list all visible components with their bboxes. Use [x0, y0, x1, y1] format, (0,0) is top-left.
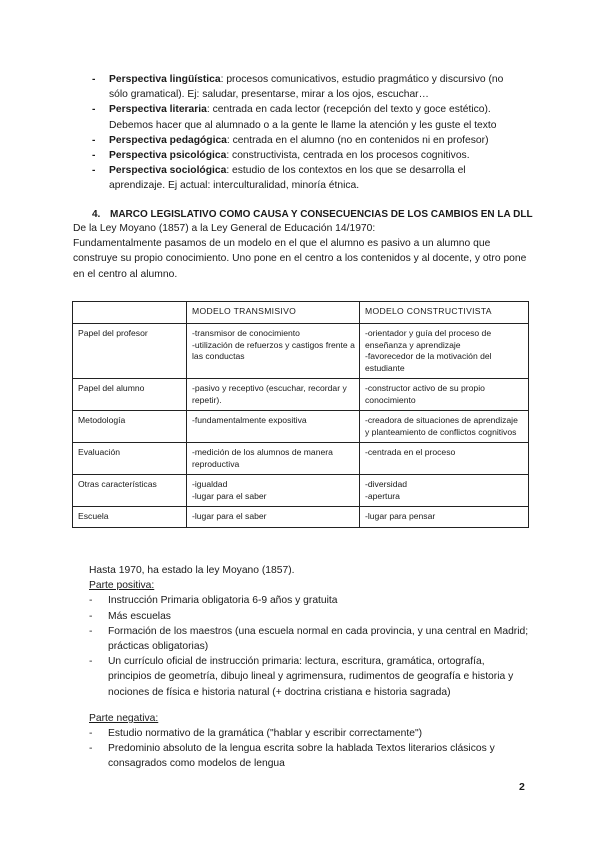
- positive-title: Parte positiva:: [89, 580, 155, 592]
- bullet-dash: -: [92, 74, 96, 85]
- list-item: [89, 609, 529, 624]
- models-table: [72, 301, 529, 528]
- bullet-dash: -: [92, 165, 96, 177]
- term: Perspectiva sociológica: [109, 165, 227, 177]
- table-row: [73, 324, 529, 379]
- spacer: [89, 700, 529, 711]
- item-text: Instrucción Primaria obligatoria 6-9 años y gratuita: [108, 595, 338, 607]
- transmisivo-cell: [187, 475, 360, 507]
- cell-text: -transmisor de conocimiento: [192, 328, 300, 338]
- list-item: [89, 593, 529, 608]
- constructivista-cell: [360, 475, 529, 507]
- paragraph: Hasta 1970, ha estado la ley Moyano (1857).: [89, 565, 295, 576]
- item-text: Formación de los maestros (una escuela normal en cada provincia, y una central en Madrid; prácticas obligatorias): [108, 625, 529, 653]
- transmisivo-cell: [187, 507, 360, 528]
- list-item: [89, 741, 529, 771]
- bullet-dash: -: [89, 625, 93, 637]
- transmisivo-cell: [187, 411, 360, 443]
- cell-text: -favorecedor de la motivación del estudiante: [365, 351, 492, 373]
- constructivista-cell: [360, 443, 529, 475]
- bullet-dash: -: [89, 610, 93, 622]
- cell-text: -fundamentalmente expositiva: [192, 415, 307, 425]
- cell-text: -diversidad: [365, 479, 408, 489]
- page-number: 2: [519, 781, 525, 793]
- bullet-dash: -: [89, 656, 93, 668]
- row-label: Escuela: [73, 507, 187, 528]
- list-item: [92, 163, 520, 193]
- description: : estudio de los contextos en los que se desarrolla el aprendizaje. Ej actual: interculturalidad, minoría étnica.: [109, 165, 466, 192]
- cell-text: -creadora de situaciones de aprendizaje y planteamiento de conflictos cognitivos: [365, 415, 518, 437]
- cell-text: -apertura: [365, 490, 400, 501]
- table-row: [73, 379, 529, 411]
- row-label: Metodología: [73, 411, 187, 443]
- list-item: [92, 72, 520, 102]
- row-label: Otras características: [73, 475, 187, 507]
- header-cell: [73, 302, 187, 324]
- cell-text: -igualdad: [192, 479, 228, 489]
- perspectives-list: [92, 72, 520, 194]
- transmisivo-cell: [187, 443, 360, 475]
- transmisivo-cell: [187, 379, 360, 411]
- list-item: [92, 148, 520, 163]
- header-cell: MODELO CONSTRUCTIVISTA: [360, 302, 529, 324]
- paragraph: De la Ley Moyano (1857) a la Ley General de Educación 14/1970:: [73, 223, 376, 234]
- bullet-dash: -: [92, 150, 96, 162]
- cell-text: -constructor activo de su propio conocimiento: [365, 383, 485, 405]
- cell-text: -medición de los alumnos de manera reproductiva: [192, 447, 333, 469]
- item-text: Más escuelas: [108, 610, 171, 622]
- item-text: Un currículo oficial de instrucción primaria: lectura, escritura, gramática, ortografía, principios de geometría, dibujo lineal y agrimensura, rudimentos de geografía e historia y nociones de física e historia natural (+ doctrina cristiana e historia sagrada): [108, 656, 514, 698]
- constructivista-cell: [360, 379, 529, 411]
- list-item: [89, 624, 529, 654]
- section-heading: [92, 207, 533, 222]
- cell-text: -lugar para el saber: [192, 490, 267, 501]
- cell-text: -lugar para el saber: [192, 511, 267, 521]
- section-title: MARCO LEGISLATIVO COMO CAUSA Y CONSECUENCIAS DE LOS CAMBIOS EN LA DLL: [110, 209, 533, 220]
- term: Perspectiva lingüística: [109, 74, 221, 85]
- transmisivo-cell: [187, 324, 360, 379]
- list-item: [92, 102, 520, 132]
- description: : centrada en cada lector (recepción del texto y goce estético). Debemos hacer que al alumnado o a la gente le llame la atención y les guste el texto: [109, 104, 497, 131]
- table-row: [73, 411, 529, 443]
- cell-text: -lugar para pensar: [365, 511, 436, 521]
- list-item: [92, 133, 520, 148]
- section-intro: [73, 221, 533, 282]
- cell-text: -centrada en el proceso: [365, 447, 456, 457]
- law-section: [89, 563, 529, 772]
- constructivista-cell: [360, 507, 529, 528]
- cell-text: -pasivo y receptivo (escuchar, recordar y repetir).: [192, 383, 347, 405]
- cell-text: -orientador y guía del proceso de enseñanza y aprendizaje: [365, 328, 492, 350]
- table-row: [73, 475, 529, 507]
- table-row: [73, 507, 529, 528]
- row-label: Evaluación: [73, 443, 187, 475]
- section-number: 4.: [92, 209, 101, 220]
- item-text: Predominio absoluto de la lengua escrita sobre la hablada Textos literarios clásicos y consagrados como modelos de lengua: [108, 743, 495, 770]
- bullet-dash: -: [89, 743, 93, 755]
- list-item: [89, 654, 529, 700]
- constructivista-cell: [360, 411, 529, 443]
- table-row: [73, 443, 529, 475]
- term: Perspectiva pedagógica: [109, 134, 227, 146]
- negative-list: [89, 726, 529, 772]
- cell-text: -utilización de refuerzos y castigos frente a las conductas: [192, 339, 355, 361]
- description: : procesos comunicativos, estudio pragmático y discursivo (no sólo gramatical). Ej: saludar, presentarse, mirar a los ojos, escuchar…: [109, 74, 504, 101]
- description: : constructivista, centrada en los procesos cognitivos.: [226, 150, 470, 162]
- header-cell: MODELO TRANSMISIVO: [187, 302, 360, 324]
- row-label: Papel del alumno: [73, 379, 187, 411]
- positive-list: [89, 593, 529, 699]
- table-header-row: [73, 302, 529, 324]
- item-text: Estudio normativo de la gramática ("hablar y escribir correctamente"): [108, 728, 423, 740]
- negative-title: Parte negativa:: [89, 712, 159, 724]
- bullet-dash: -: [89, 595, 93, 607]
- row-label: Papel del profesor: [73, 324, 187, 379]
- term: Perspectiva literaria: [109, 104, 207, 116]
- paragraph: Fundamentalmente pasamos de un modelo en el que el alumno es pasivo a un alumno que construye su propio conocimiento. Uno pone en el centro a los contenidos y al docente, y otro pone en el centro al alumno.: [73, 238, 527, 280]
- term: Perspectiva psicológica: [109, 150, 227, 162]
- list-item: [89, 726, 529, 741]
- bullet-dash: -: [92, 134, 96, 146]
- bullet-dash: -: [89, 728, 93, 740]
- description: : centrada en el alumno (no en contenidos ni en profesor): [226, 134, 489, 146]
- constructivista-cell: [360, 324, 529, 379]
- bullet-dash: -: [92, 104, 96, 116]
